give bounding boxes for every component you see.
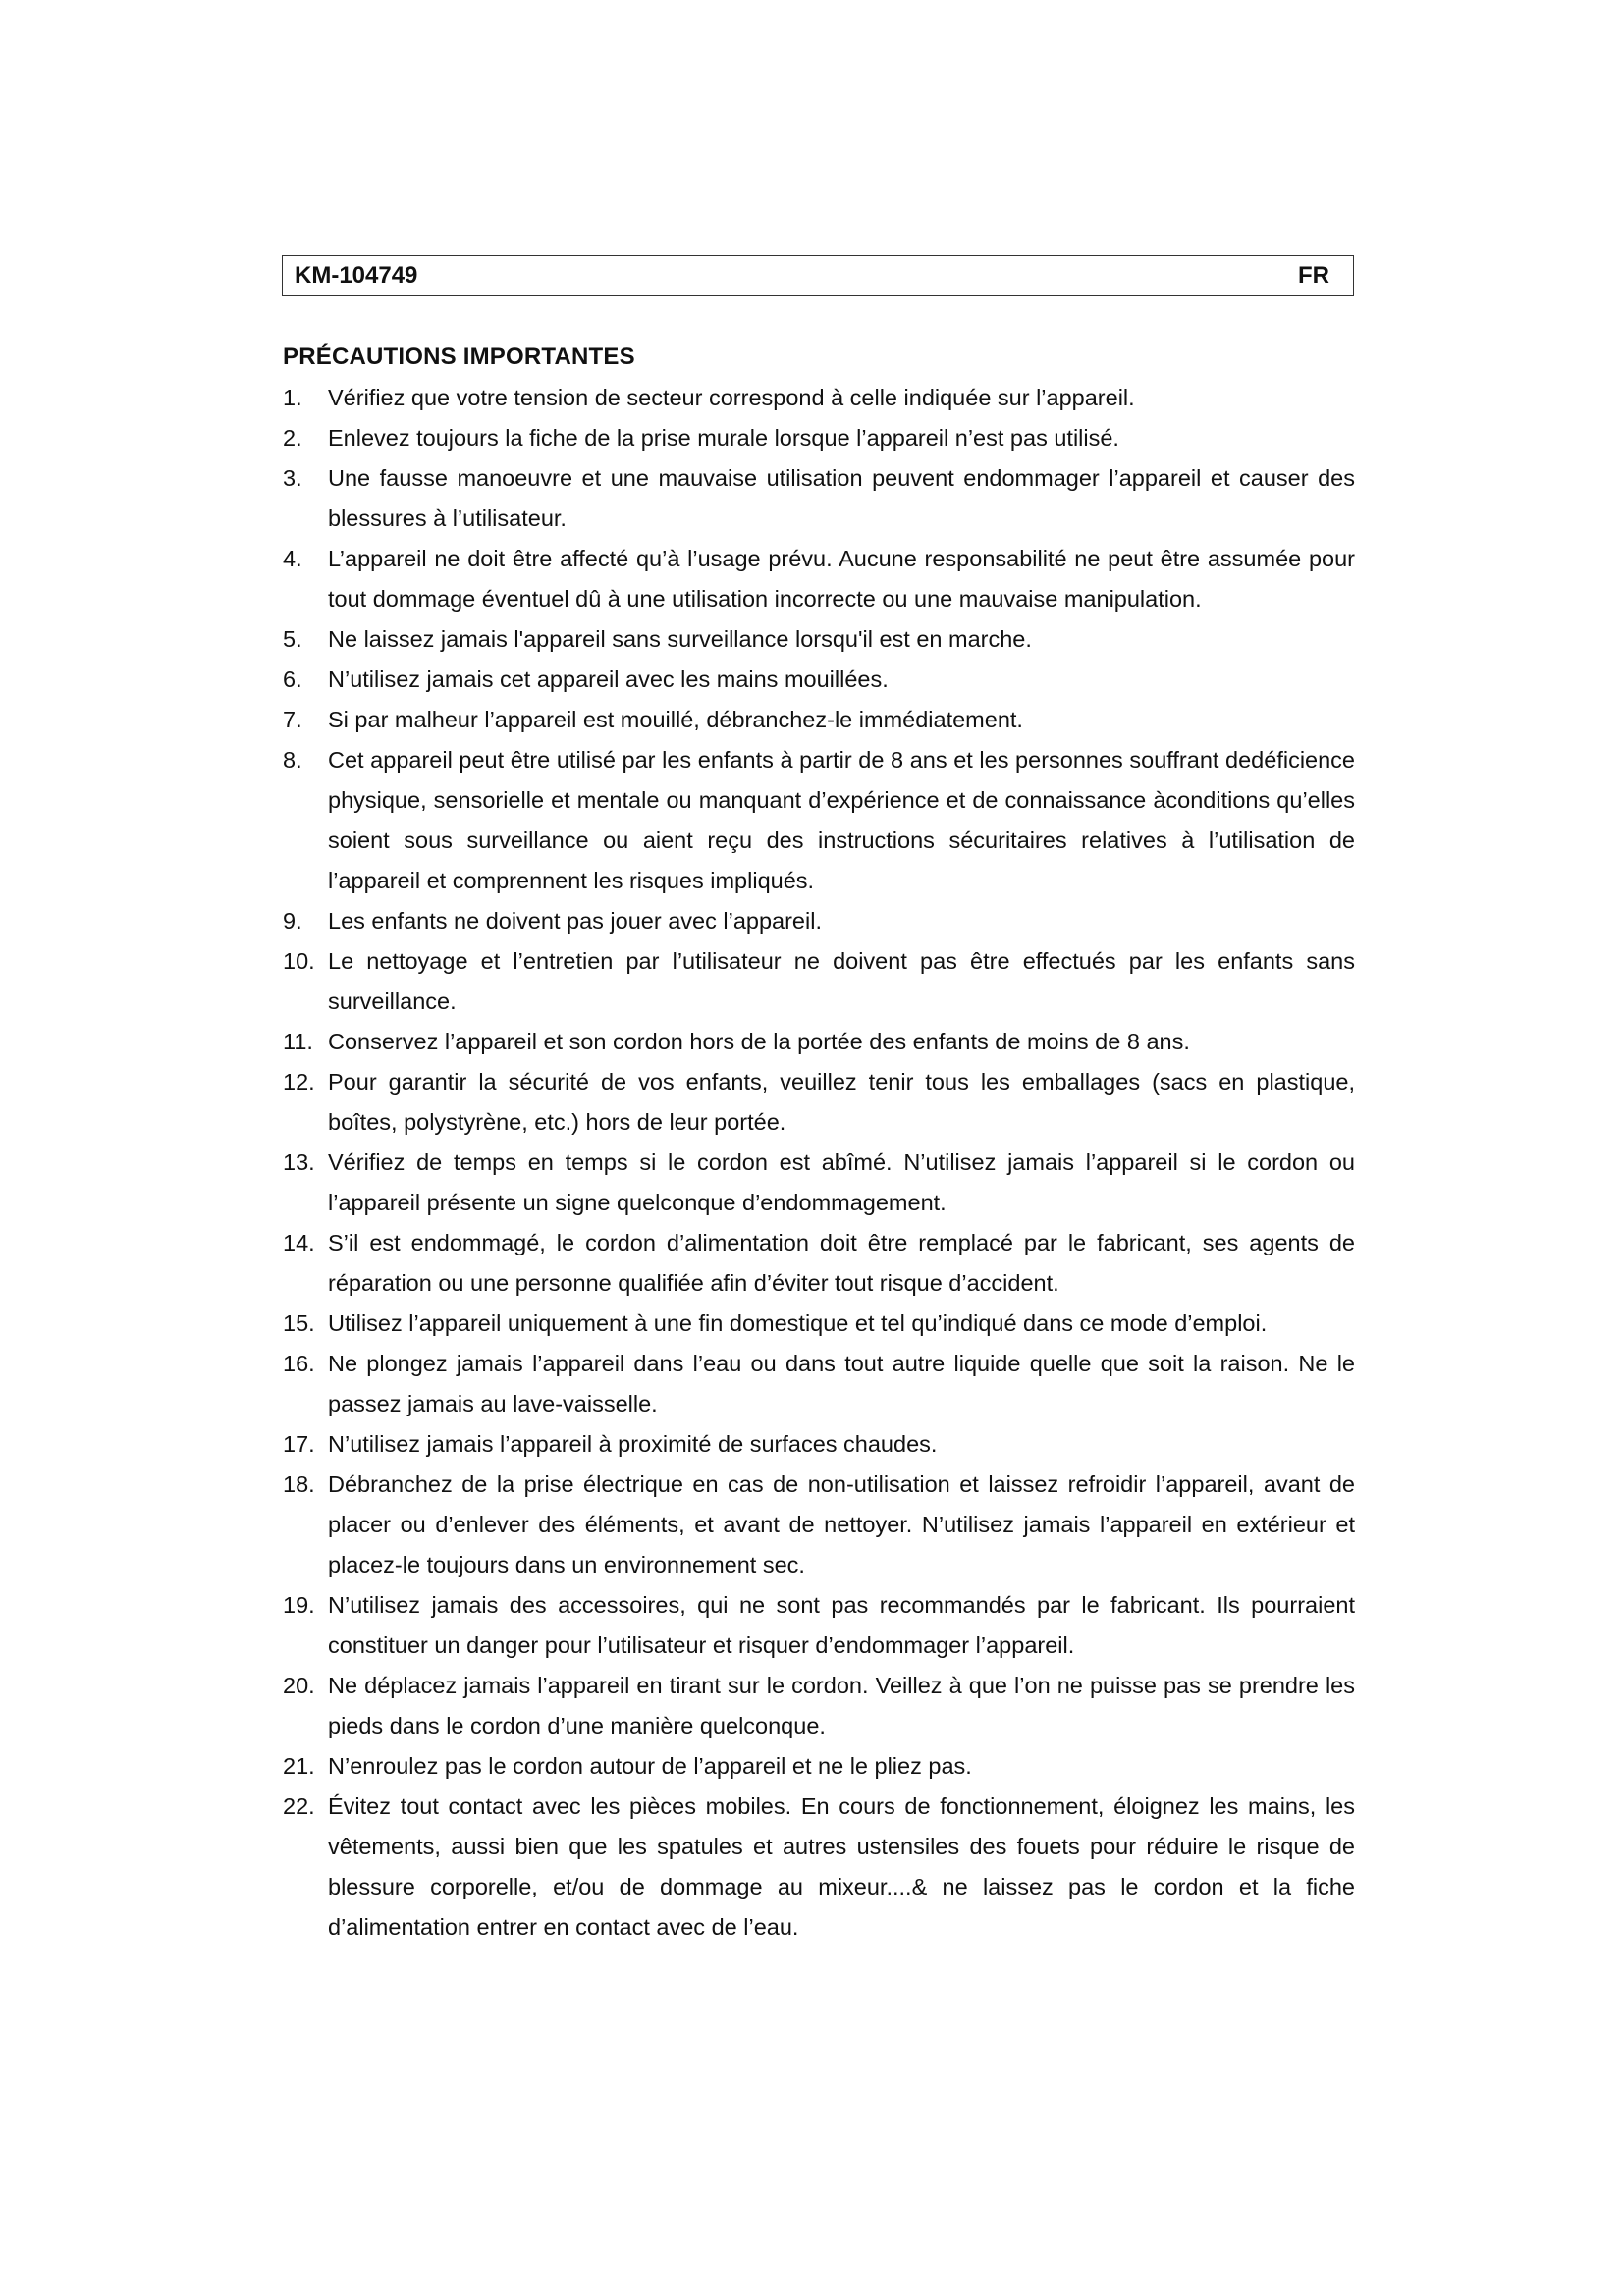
list-item <box>283 1585 1355 1666</box>
list-item-number: 21. <box>283 1753 315 1779</box>
list-item-text: L’appareil ne doit être affecté qu’à l’usage prévu. Aucune responsabilité ne peut être assumée pour tout dommage éventuel dû à une utilisation incorrecte ou une mauvaise manipulation. <box>328 546 1355 612</box>
list-item-number: 10. <box>283 948 315 974</box>
list-item <box>283 1746 1355 1787</box>
list-item-number: 17. <box>283 1431 315 1457</box>
list-item-text: Conservez l’appareil et son cordon hors de la portée des enfants de moins de 8 ans. <box>328 1029 1190 1054</box>
list-item <box>283 1465 1355 1585</box>
model-number: KM-104749 <box>295 262 418 289</box>
list-item-text: Les enfants ne doivent pas jouer avec l’appareil. <box>328 908 822 934</box>
list-item <box>283 1787 1355 1948</box>
list-item-text: Pour garantir la sécurité de vos enfants, veuillez tenir tous les emballages (sacs en plastique, boîtes, polystyrène, etc.) hors de leur portée. <box>328 1069 1355 1135</box>
list-item-number: 9. <box>283 908 302 934</box>
list-item-text: Si par malheur l’appareil est mouillé, débranchez-le immédiatement. <box>328 707 1023 732</box>
list-item <box>283 458 1355 539</box>
list-item-text: Le nettoyage et l’entretien par l’utilisateur ne doivent pas être effectués par les enfants sans surveillance. <box>328 948 1355 1014</box>
list-item-number: 11. <box>283 1029 313 1054</box>
list-item-text: N’utilisez jamais l’appareil à proximité de surfaces chaudes. <box>328 1431 938 1457</box>
list-item <box>283 1143 1355 1223</box>
section-title: PRÉCAUTIONS IMPORTANTES <box>283 344 635 370</box>
list-item <box>283 1062 1355 1143</box>
list-item-number: 7. <box>283 707 302 732</box>
list-item <box>283 619 1355 660</box>
list-item-number: 13. <box>283 1149 315 1175</box>
list-item <box>283 1223 1355 1304</box>
list-item-number: 5. <box>283 626 302 652</box>
list-item-number: 12. <box>283 1069 315 1095</box>
list-item-text: Utilisez l’appareil uniquement à une fin domestique et tel qu’indiqué dans ce mode d’emploi. <box>328 1310 1268 1336</box>
list-item-text: N’utilisez jamais cet appareil avec les mains mouillées. <box>328 667 889 692</box>
list-item-text: Débranchez de la prise électrique en cas de non-utilisation et laissez refroidir l’appareil, avant de placer ou d’enlever des éléments, et avant de nettoyer. N’utilisez jamais l’appareil en extérieur et placez-le toujours dans un environnement sec. <box>328 1471 1355 1577</box>
list-item-text: Ne laissez jamais l'appareil sans surveillance lorsqu'il est en marche. <box>328 626 1032 652</box>
list-item-text: Évitez tout contact avec les pièces mobiles. En cours de fonctionnement, éloignez les mains, les vêtements, aussi bien que les spatules et autres ustensiles des fouets pour réduire le risque de blessure corporelle, et/ou de dommage au mixeur....& ne laissez pas le cordon et la fiche d’alimentation entrer en contact avec de l’eau. <box>328 1793 1355 1940</box>
language-code: FR <box>1298 262 1329 289</box>
list-item-text: Vérifiez de temps en temps si le cordon est abîmé. N’utilisez jamais l’appareil si le cordon ou l’appareil présente un signe quelconque d’endommagement. <box>328 1149 1355 1215</box>
list-item-text: S’il est endommagé, le cordon d’alimentation doit être remplacé par le fabricant, ses agents de réparation ou une personne qualifiée afin d’éviter tout risque d’accident. <box>328 1230 1355 1296</box>
list-item-text: Une fausse manoeuvre et une mauvaise utilisation peuvent endommager l’appareil et causer des blessures à l’utilisateur. <box>328 465 1355 531</box>
list-item <box>283 1424 1355 1465</box>
list-item <box>283 1666 1355 1746</box>
list-item-number: 15. <box>283 1310 315 1336</box>
list-item-text: N’enroulez pas le cordon autour de l’appareil et ne le pliez pas. <box>328 1753 972 1779</box>
list-item-number: 3. <box>283 465 302 491</box>
list-item-number: 1. <box>283 385 302 410</box>
list-item <box>283 941 1355 1022</box>
header-box <box>282 255 1354 296</box>
list-item <box>283 660 1355 700</box>
list-item-number: 2. <box>283 425 302 451</box>
list-item-text: Cet appareil peut être utilisé par les enfants à partir de 8 ans et les personnes souffrant dedéficience physique, sensorielle et mentale ou manquant d’expérience et de connaissance àconditions qu’elles soient sous surveillance ou aient reçu des instructions sécuritaires relatives à l’utilisation de l’appareil et comprennent les risques impliqués. <box>328 747 1355 893</box>
list-item-text: Vérifiez que votre tension de secteur correspond à celle indiquée sur l’appareil. <box>328 385 1135 410</box>
list-item <box>283 1304 1355 1344</box>
list-item-number: 19. <box>283 1592 315 1618</box>
list-item-number: 16. <box>283 1351 315 1376</box>
list-item-text: N’utilisez jamais des accessoires, qui ne sont pas recommandés par le fabricant. Ils pourraient constituer un danger pour l’utilisateur et risquer d’endommager l’appareil. <box>328 1592 1355 1658</box>
list-item <box>283 378 1355 418</box>
list-item <box>283 901 1355 941</box>
list-item <box>283 700 1355 740</box>
list-item-number: 8. <box>283 747 302 773</box>
list-item-number: 18. <box>283 1471 315 1497</box>
list-item <box>283 539 1355 619</box>
list-item-number: 14. <box>283 1230 315 1255</box>
list-item-text: Enlevez toujours la fiche de la prise murale lorsque l’appareil n’est pas utilisé. <box>328 425 1119 451</box>
list-item-text: Ne déplacez jamais l’appareil en tirant sur le cordon. Veillez à que l’on ne puisse pas se prendre les pieds dans le cordon d’une manière quelconque. <box>328 1673 1355 1738</box>
precautions-list <box>283 378 1355 1948</box>
list-item-number: 20. <box>283 1673 315 1698</box>
list-item-number: 6. <box>283 667 302 692</box>
list-item <box>283 418 1355 458</box>
list-item-text: Ne plongez jamais l’appareil dans l’eau ou dans tout autre liquide quelle que soit la raison. Ne le passez jamais au lave-vaisselle. <box>328 1351 1355 1416</box>
list-item <box>283 1344 1355 1424</box>
list-item <box>283 1022 1355 1062</box>
list-item-number: 22. <box>283 1793 315 1819</box>
list-item-number: 4. <box>283 546 302 571</box>
list-item <box>283 740 1355 901</box>
